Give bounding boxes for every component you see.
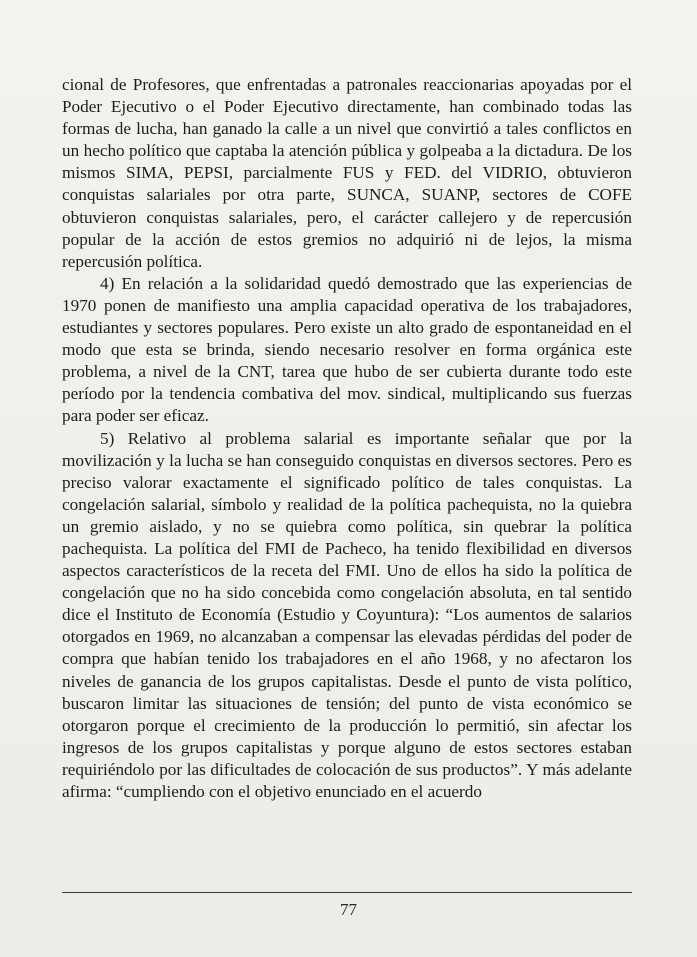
body-text (62, 74, 632, 803)
paragraph-continuation: cional de Profesores, que enfrentadas a patronales reaccionarias apoyadas por el Poder Ejecutivo o el Poder Ejecutivo directamente, han combinado todas las formas de lucha, han ganado la calle a un nivel que convirtió a tales conflictos en un hecho político que captaba la atención pública y golpeaba a la dictadura. De los mismos SIMA, PEPSI, parcialmente FUS y FED. del VIDRIO, obtuvieron conquistas salariales por otra parte, SUNCA, SUANP, sectores de COFE obtuvieron conquistas salariales, pero, el carácter callejero y de repercusión popular de la acción de estos gremios no adquirió ni de lejos, la misma repercusión política. (62, 75, 632, 271)
footer-divider (62, 892, 632, 893)
paragraph-point-4: 4) En relación a la solidaridad quedó demostrado que las experiencias de 1970 ponen de manifiesto una amplia capacidad operativa de los trabajadores, estudiantes y sectores populares. Pero existe un alto grado de espontaneidad en el modo que esta se brinda, siendo necesario resolver en forma orgánica este problema, a nivel de la CNT, tarea que hubo de ser cubierta durante todo este período por la tendencia combativa del mov. sindical, multiplicando sus fuerzas para poder ser eficaz. (62, 273, 632, 426)
page-number: 77 (340, 900, 357, 919)
paragraph-point-5: 5) Relativo al problema salarial es importante señalar que por la movilización y la lucha se han conseguido conquistas en diversos sectores. Pero es preciso valorar exactamente el significado político de tales conquistas. La congelación salarial, símbolo y realidad de la política pachequista, no la quiebra un gremio aislado, y no se quiebra como política, sin quebrar la política pachequista. La política del FMI de Pacheco, ha tenido flexibilidad en diversos aspectos característicos de la receta del FMI. Uno de ellos ha sido la política de congelación que no ha sido concebida como congelación absoluta, en tal sentido dice el Instituto de Economía (Estudio y Coyuntura): “Los aumentos de salarios otorgados en 1969, no alcanzaban a compensar las elevadas pérdidas del poder de compra que habían tenido los trabajadores en el año 1968, y no afectaron los niveles de ganancia de los grupos capitalistas. Desde el punto de vista político, buscaron limitar las situaciones de tensión; del punto de vista económico se otorgaron porque el crecimiento de la producción lo permitió, sin afectar los ingresos de los grupos capitalistas y porque alguno de estos sectores estaban requiriéndolo por las dificultades de colocación de sus productos”. Y más adelante afirma: “cumpliendo con el objetivo enunciado en el acuerdo (62, 428, 632, 801)
